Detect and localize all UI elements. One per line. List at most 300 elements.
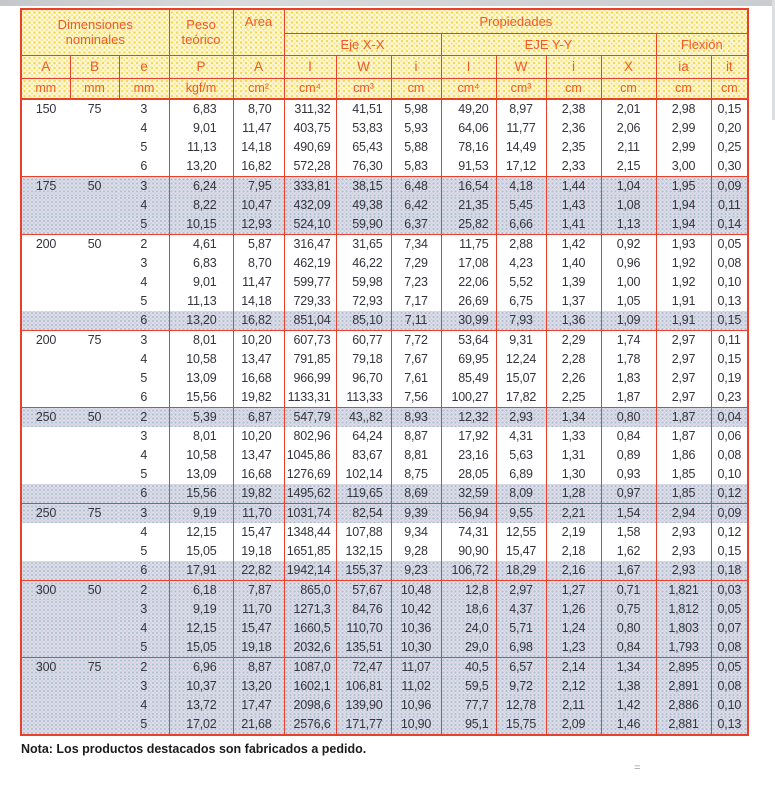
col-b bbox=[70, 157, 119, 177]
col-it: 0,08 bbox=[717, 448, 742, 462]
table-row bbox=[21, 581, 748, 601]
col-area: 8,87 bbox=[233, 658, 284, 678]
col-x: 1,42 bbox=[601, 696, 656, 715]
col-header-i-small-yy: i bbox=[546, 55, 601, 78]
col-e: 3 bbox=[119, 331, 169, 351]
col-ia: 3,00 bbox=[656, 157, 711, 177]
col-ia: 1,85 bbox=[656, 465, 711, 484]
col-ia: 1,92 bbox=[656, 254, 711, 273]
col-w-xx: 72,93 bbox=[336, 292, 391, 311]
col-area: 8,70 bbox=[233, 99, 284, 119]
col-it: 0,12 bbox=[711, 484, 748, 504]
col-w-yy: 15,47 bbox=[496, 542, 546, 561]
col-e: 3 bbox=[119, 177, 169, 197]
col-i-small-xx: 6,48 bbox=[391, 177, 441, 197]
table-row bbox=[21, 119, 748, 138]
table-row bbox=[21, 619, 748, 638]
col-i-xx: 316,47 bbox=[284, 235, 336, 255]
col-b bbox=[70, 215, 119, 235]
unit-cm-it: cm bbox=[711, 78, 748, 99]
col-i-yy: 26,69 bbox=[441, 292, 496, 311]
unit-cm2: cm² bbox=[233, 78, 284, 99]
col-a bbox=[21, 484, 70, 504]
col-b bbox=[70, 561, 119, 581]
col-ia: 2,97 bbox=[656, 388, 711, 408]
col-ia: 2,98 bbox=[656, 99, 711, 119]
col-b bbox=[70, 600, 119, 619]
col-i-small-xx: 10,48 bbox=[391, 581, 441, 601]
col-i-small-xx: 7,56 bbox=[391, 388, 441, 408]
unit-cm-xx: cm bbox=[391, 78, 441, 99]
col-i-yy: 11,75 bbox=[441, 235, 496, 255]
col-w-yy: 4,37 bbox=[496, 600, 546, 619]
col-i-yy: 78,16 bbox=[441, 138, 496, 157]
col-i-small-yy: 1,28 bbox=[546, 484, 601, 504]
table-row bbox=[21, 388, 748, 408]
col-i-small-yy: 2,11 bbox=[546, 696, 601, 715]
col-b bbox=[70, 273, 119, 292]
col-b bbox=[70, 619, 119, 638]
col-i-small-yy: 2,12 bbox=[546, 677, 601, 696]
col-x: 2,06 bbox=[601, 119, 656, 138]
col-area: 10,47 bbox=[233, 196, 284, 215]
col-i-xx: 1942,14 bbox=[284, 561, 336, 581]
col-it: 0,11 bbox=[711, 331, 748, 351]
col-i-small-yy: 1,27 bbox=[546, 581, 601, 601]
col-ia: 1,87 bbox=[656, 427, 711, 446]
col-i-small-xx: 6,37 bbox=[391, 215, 441, 235]
col-a bbox=[21, 350, 70, 369]
col-x: 2,01 bbox=[601, 99, 656, 119]
col-header-e: e bbox=[119, 55, 169, 78]
col-e: 2 bbox=[119, 581, 169, 601]
header-eje-xx: Eje X-X bbox=[284, 33, 441, 55]
col-w-xx: 106,81 bbox=[336, 677, 391, 696]
table-row bbox=[21, 446, 748, 465]
col-header-w-yy: W bbox=[496, 55, 546, 78]
col-i-small-xx: 5,93 bbox=[391, 119, 441, 138]
col-b: 75 bbox=[70, 99, 119, 119]
col-i-small-yy: 1,30 bbox=[546, 465, 601, 484]
col-it: 0,05 bbox=[711, 658, 748, 678]
table-row bbox=[21, 273, 748, 292]
col-i-small-yy: 2,33 bbox=[546, 157, 601, 177]
col-ia: 2,93 bbox=[656, 523, 711, 542]
col-x: 0,80 bbox=[601, 619, 656, 638]
col-header-it: it bbox=[711, 55, 748, 78]
col-area: 16,82 bbox=[233, 311, 284, 331]
col-ia: 1,95 bbox=[656, 177, 711, 197]
col-b: 75 bbox=[70, 331, 119, 351]
col-w-xx: 59,90 bbox=[336, 215, 391, 235]
col-i-small-yy: 1,42 bbox=[546, 235, 601, 255]
table-row bbox=[21, 677, 748, 696]
col-p: 10,37 bbox=[169, 677, 233, 696]
col-w-yy: 12,78 bbox=[496, 696, 546, 715]
footnote bbox=[21, 742, 366, 756]
col-it: 0,13 bbox=[711, 715, 748, 735]
col-w-xx: 53,83 bbox=[336, 119, 391, 138]
col-x: 1,67 bbox=[601, 561, 656, 581]
col-b bbox=[70, 427, 119, 446]
col-i-small-xx: 8,75 bbox=[391, 465, 441, 484]
col-i-yy: 91,53 bbox=[441, 157, 496, 177]
col-e: 4 bbox=[119, 619, 169, 638]
col-e: 5 bbox=[119, 369, 169, 388]
table-row bbox=[21, 600, 748, 619]
col-it: 0,03 bbox=[711, 581, 748, 601]
col-it: 0,11 bbox=[711, 196, 748, 215]
table-row bbox=[21, 696, 748, 715]
col-w-xx: 49,38 bbox=[336, 196, 391, 215]
col-x: 1,54 bbox=[601, 504, 656, 524]
col-x: 0,97 bbox=[601, 484, 656, 504]
col-it: 0,07 bbox=[711, 619, 748, 638]
col-i-small-yy: 2,28 bbox=[546, 350, 601, 369]
col-i-small-yy: 1,44 bbox=[546, 177, 601, 197]
col-a: 300 bbox=[21, 658, 70, 678]
col-it: 0,08 bbox=[717, 256, 742, 270]
col-i-small-xx: 9,28 bbox=[391, 542, 441, 561]
col-b bbox=[70, 388, 119, 408]
col-a: 250 bbox=[21, 504, 70, 524]
col-i-xx: 865,0 bbox=[284, 581, 336, 601]
col-w-yy: 7,93 bbox=[496, 311, 546, 331]
col-x: 0,75 bbox=[601, 600, 656, 619]
col-it: 0,15 bbox=[717, 352, 742, 366]
col-a bbox=[21, 119, 70, 138]
header-area: Area bbox=[233, 9, 284, 55]
col-a bbox=[21, 465, 70, 484]
col-i-small-yy: 2,29 bbox=[546, 331, 601, 351]
col-p: 6,96 bbox=[169, 658, 233, 678]
col-i-xx: 1651,85 bbox=[284, 542, 336, 561]
col-x: 0,96 bbox=[601, 254, 656, 273]
col-b: 50 bbox=[70, 177, 119, 197]
col-w-yy: 17,12 bbox=[496, 157, 546, 177]
col-i-small-xx: 7,23 bbox=[391, 273, 441, 292]
table-row bbox=[21, 369, 748, 388]
col-x: 0,80 bbox=[601, 408, 656, 428]
col-p: 6,83 bbox=[169, 99, 233, 119]
col-i-xx: 1348,44 bbox=[284, 523, 336, 542]
col-a: 300 bbox=[21, 581, 70, 601]
col-a bbox=[21, 677, 70, 696]
col-p: 8,01 bbox=[169, 331, 233, 351]
col-p: 12,15 bbox=[169, 523, 233, 542]
col-header-i-xx: I bbox=[284, 55, 336, 78]
col-i-xx: 1031,74 bbox=[284, 504, 336, 524]
col-w-yy: 2,88 bbox=[496, 235, 546, 255]
col-i-xx: 1133,31 bbox=[284, 388, 336, 408]
col-header-i-yy: I bbox=[441, 55, 496, 78]
col-ia: 1,93 bbox=[656, 235, 711, 255]
col-it: 0,09 bbox=[711, 177, 748, 197]
col-i-yy: 49,20 bbox=[441, 99, 496, 119]
properties-table bbox=[20, 8, 749, 736]
col-i-yy: 59,5 bbox=[441, 677, 496, 696]
col-x: 1,08 bbox=[601, 196, 656, 215]
col-ia: 2,99 bbox=[656, 138, 711, 157]
col-i-yy: 53,64 bbox=[441, 331, 496, 351]
col-area: 13,47 bbox=[233, 350, 284, 369]
col-i-yy: 23,16 bbox=[441, 446, 496, 465]
table-row bbox=[21, 350, 748, 369]
col-i-xx: 1271,3 bbox=[284, 600, 336, 619]
col-p: 13,20 bbox=[169, 157, 233, 177]
col-area: 14,18 bbox=[233, 292, 284, 311]
col-e: 2 bbox=[119, 408, 169, 428]
col-w-yy: 8,09 bbox=[496, 484, 546, 504]
col-i-xx: 1660,5 bbox=[284, 619, 336, 638]
col-i-yy: 74,31 bbox=[441, 523, 496, 542]
col-x: 1,74 bbox=[601, 331, 656, 351]
table-row bbox=[21, 138, 748, 157]
scan-edge-top bbox=[0, 0, 775, 6]
col-b bbox=[70, 292, 119, 311]
col-i-small-yy: 2,21 bbox=[546, 504, 601, 524]
col-b bbox=[70, 542, 119, 561]
col-w-xx: 84,76 bbox=[336, 600, 391, 619]
col-i-small-yy: 1,33 bbox=[546, 427, 601, 446]
col-w-yy: 6,75 bbox=[496, 292, 546, 311]
col-i-small-yy: 1,24 bbox=[546, 619, 601, 638]
col-i-xx: 547,79 bbox=[284, 408, 336, 428]
col-a bbox=[21, 696, 70, 715]
col-i-small-yy: 2,25 bbox=[546, 388, 601, 408]
col-w-xx: 85,10 bbox=[336, 311, 391, 331]
col-it: 0,10 bbox=[711, 696, 748, 715]
table-row bbox=[21, 235, 748, 255]
unit-mm-e: mm bbox=[119, 78, 169, 99]
col-i-yy: 18,6 bbox=[441, 600, 496, 619]
unit-cm3-yy: cm³ bbox=[496, 78, 546, 99]
unit-cm4-xx: cm⁴ bbox=[284, 78, 336, 99]
col-b bbox=[70, 638, 119, 658]
col-e: 5 bbox=[119, 138, 169, 157]
col-area: 15,47 bbox=[233, 523, 284, 542]
table-row bbox=[21, 196, 748, 215]
header-row-top bbox=[21, 9, 748, 33]
scan-artifact: = bbox=[634, 762, 640, 774]
col-i-small-yy: 2,36 bbox=[546, 119, 601, 138]
header-dimensiones-line2: nominales bbox=[65, 32, 125, 48]
table-row bbox=[21, 542, 748, 561]
col-p: 8,01 bbox=[169, 427, 233, 446]
col-b bbox=[70, 196, 119, 215]
col-i-small-xx: 7,67 bbox=[391, 350, 441, 369]
col-w-yy: 15,75 bbox=[496, 715, 546, 735]
col-i-small-xx: 10,30 bbox=[391, 638, 441, 658]
col-w-yy: 9,72 bbox=[496, 677, 546, 696]
col-x: 0,84 bbox=[601, 638, 656, 658]
col-p: 10,58 bbox=[169, 350, 233, 369]
col-ia: 1,91 bbox=[656, 311, 711, 331]
col-it: 0,23 bbox=[717, 390, 742, 404]
col-i-xx: 333,81 bbox=[284, 177, 336, 197]
unit-mm-a: mm bbox=[21, 78, 70, 99]
col-a: 150 bbox=[21, 99, 70, 119]
col-i-yy: 29,0 bbox=[441, 638, 496, 658]
col-w-xx: 57,67 bbox=[336, 581, 391, 601]
col-ia: 1,85 bbox=[656, 484, 711, 504]
col-p: 6,18 bbox=[169, 581, 233, 601]
col-w-yy: 5,45 bbox=[496, 196, 546, 215]
col-a bbox=[21, 446, 70, 465]
col-p: 4,61 bbox=[169, 235, 233, 255]
col-w-yy: 9,31 bbox=[496, 331, 546, 351]
col-area: 19,18 bbox=[233, 542, 284, 561]
col-w-xx: 60,77 bbox=[336, 331, 391, 351]
col-p: 13,09 bbox=[169, 465, 233, 484]
col-i-small-yy: 2,14 bbox=[546, 658, 601, 678]
col-area: 11,47 bbox=[233, 119, 284, 138]
col-e: 4 bbox=[119, 273, 169, 292]
col-e: 6 bbox=[119, 484, 169, 504]
col-b bbox=[70, 119, 119, 138]
col-x: 1,09 bbox=[601, 311, 656, 331]
col-w-xx: 171,77 bbox=[336, 715, 391, 735]
col-it: 0,15 bbox=[717, 544, 742, 558]
col-area: 5,87 bbox=[233, 235, 284, 255]
table-row bbox=[21, 311, 748, 331]
col-i-xx: 599,77 bbox=[284, 273, 336, 292]
col-w-yy: 5,71 bbox=[496, 619, 546, 638]
col-b: 50 bbox=[70, 235, 119, 255]
header-peso bbox=[169, 9, 233, 55]
col-a bbox=[21, 427, 70, 446]
col-w-xx: 31,65 bbox=[336, 235, 391, 255]
col-i-xx: 2576,6 bbox=[284, 715, 336, 735]
col-i-yy: 95,1 bbox=[441, 715, 496, 735]
col-a bbox=[21, 157, 70, 177]
col-i-xx: 432,09 bbox=[284, 196, 336, 215]
col-i-yy: 40,5 bbox=[441, 658, 496, 678]
col-p: 9,19 bbox=[169, 600, 233, 619]
col-i-yy: 12,8 bbox=[441, 581, 496, 601]
col-a bbox=[21, 638, 70, 658]
col-e: 3 bbox=[119, 504, 169, 524]
col-i-xx: 2098,6 bbox=[284, 696, 336, 715]
col-area: 10,20 bbox=[233, 427, 284, 446]
col-x: 1,87 bbox=[601, 388, 656, 408]
col-w-yy: 2,93 bbox=[496, 408, 546, 428]
col-p: 9,19 bbox=[169, 504, 233, 524]
col-i-xx: 791,85 bbox=[284, 350, 336, 369]
table-row bbox=[21, 254, 748, 273]
col-e: 6 bbox=[119, 157, 169, 177]
footnote-label: Nota: bbox=[21, 742, 53, 756]
col-w-xx: 65,43 bbox=[336, 138, 391, 157]
col-i-small-xx: 9,23 bbox=[391, 561, 441, 581]
col-area: 22,82 bbox=[233, 561, 284, 581]
col-w-yy: 4,23 bbox=[496, 254, 546, 273]
col-i-small-yy: 1,41 bbox=[546, 215, 601, 235]
col-x: 1,00 bbox=[601, 273, 656, 292]
col-it: 0,13 bbox=[717, 294, 742, 308]
unit-mm-b: mm bbox=[70, 78, 119, 99]
col-w-xx: 82,54 bbox=[336, 504, 391, 524]
col-ia: 2,97 bbox=[656, 350, 711, 369]
col-i-small-xx: 6,42 bbox=[391, 196, 441, 215]
col-it: 0,25 bbox=[717, 140, 742, 154]
col-w-xx: 110,70 bbox=[336, 619, 391, 638]
header-eje-yy: EJE Y-Y bbox=[441, 33, 656, 55]
col-i-yy: 56,94 bbox=[441, 504, 496, 524]
col-a bbox=[21, 369, 70, 388]
col-it: 0,30 bbox=[717, 159, 742, 173]
col-b: 50 bbox=[70, 408, 119, 428]
col-area: 15,47 bbox=[233, 619, 284, 638]
col-area: 7,87 bbox=[233, 581, 284, 601]
col-ia: 2,891 bbox=[656, 677, 711, 696]
col-i-xx: 851,04 bbox=[284, 311, 336, 331]
col-header-w-xx: W bbox=[336, 55, 391, 78]
col-i-small-yy: 2,09 bbox=[546, 715, 601, 735]
col-i-small-xx: 7,72 bbox=[391, 331, 441, 351]
col-area: 10,20 bbox=[233, 331, 284, 351]
col-b bbox=[70, 311, 119, 331]
col-p: 15,05 bbox=[169, 542, 233, 561]
table-row bbox=[21, 215, 748, 235]
col-x: 1,38 bbox=[601, 677, 656, 696]
footnote-text: Los productos destacados son fabricados a pedido. bbox=[52, 742, 367, 756]
col-w-yy: 6,89 bbox=[496, 465, 546, 484]
col-a bbox=[21, 311, 70, 331]
col-p: 6,24 bbox=[169, 177, 233, 197]
col-ia: 1,803 bbox=[656, 619, 711, 638]
col-p: 11,13 bbox=[169, 292, 233, 311]
col-i-small-yy: 1,39 bbox=[546, 273, 601, 292]
col-p: 8,22 bbox=[169, 196, 233, 215]
unit-cm4-yy: cm⁴ bbox=[441, 78, 496, 99]
col-e: 5 bbox=[119, 638, 169, 658]
col-header-x: X bbox=[601, 55, 656, 78]
col-w-xx: 59,98 bbox=[336, 273, 391, 292]
table-row bbox=[21, 99, 748, 119]
col-w-yy: 5,52 bbox=[496, 273, 546, 292]
table-row bbox=[21, 292, 748, 311]
header-row-units bbox=[21, 78, 748, 99]
col-p: 9,01 bbox=[169, 119, 233, 138]
col-i-xx: 1045,86 bbox=[284, 446, 336, 465]
col-b bbox=[70, 254, 119, 273]
col-i-small-xx: 8,87 bbox=[391, 427, 441, 446]
col-w-xx: 135,51 bbox=[336, 638, 391, 658]
table-row bbox=[21, 157, 748, 177]
col-w-xx: 155,37 bbox=[336, 561, 391, 581]
col-i-yy: 22,06 bbox=[441, 273, 496, 292]
col-it: 0,14 bbox=[711, 215, 748, 235]
unit-cm-ia: cm bbox=[656, 78, 711, 99]
table-row bbox=[21, 177, 748, 197]
col-a bbox=[21, 715, 70, 735]
header-peso-line1: Peso bbox=[186, 17, 216, 33]
col-ia: 2,94 bbox=[656, 504, 711, 524]
col-ia: 2,99 bbox=[656, 119, 711, 138]
col-area: 17,47 bbox=[233, 696, 284, 715]
col-w-yy: 5,63 bbox=[496, 446, 546, 465]
col-i-xx: 802,96 bbox=[284, 427, 336, 446]
col-i-small-yy: 2,35 bbox=[546, 138, 601, 157]
table-header bbox=[21, 9, 748, 99]
col-i-yy: 90,90 bbox=[441, 542, 496, 561]
col-w-yy: 12,55 bbox=[496, 523, 546, 542]
col-e: 3 bbox=[119, 600, 169, 619]
col-w-xx: 119,65 bbox=[336, 484, 391, 504]
col-w-xx: 113,33 bbox=[336, 388, 391, 408]
col-x: 0,93 bbox=[601, 465, 656, 484]
